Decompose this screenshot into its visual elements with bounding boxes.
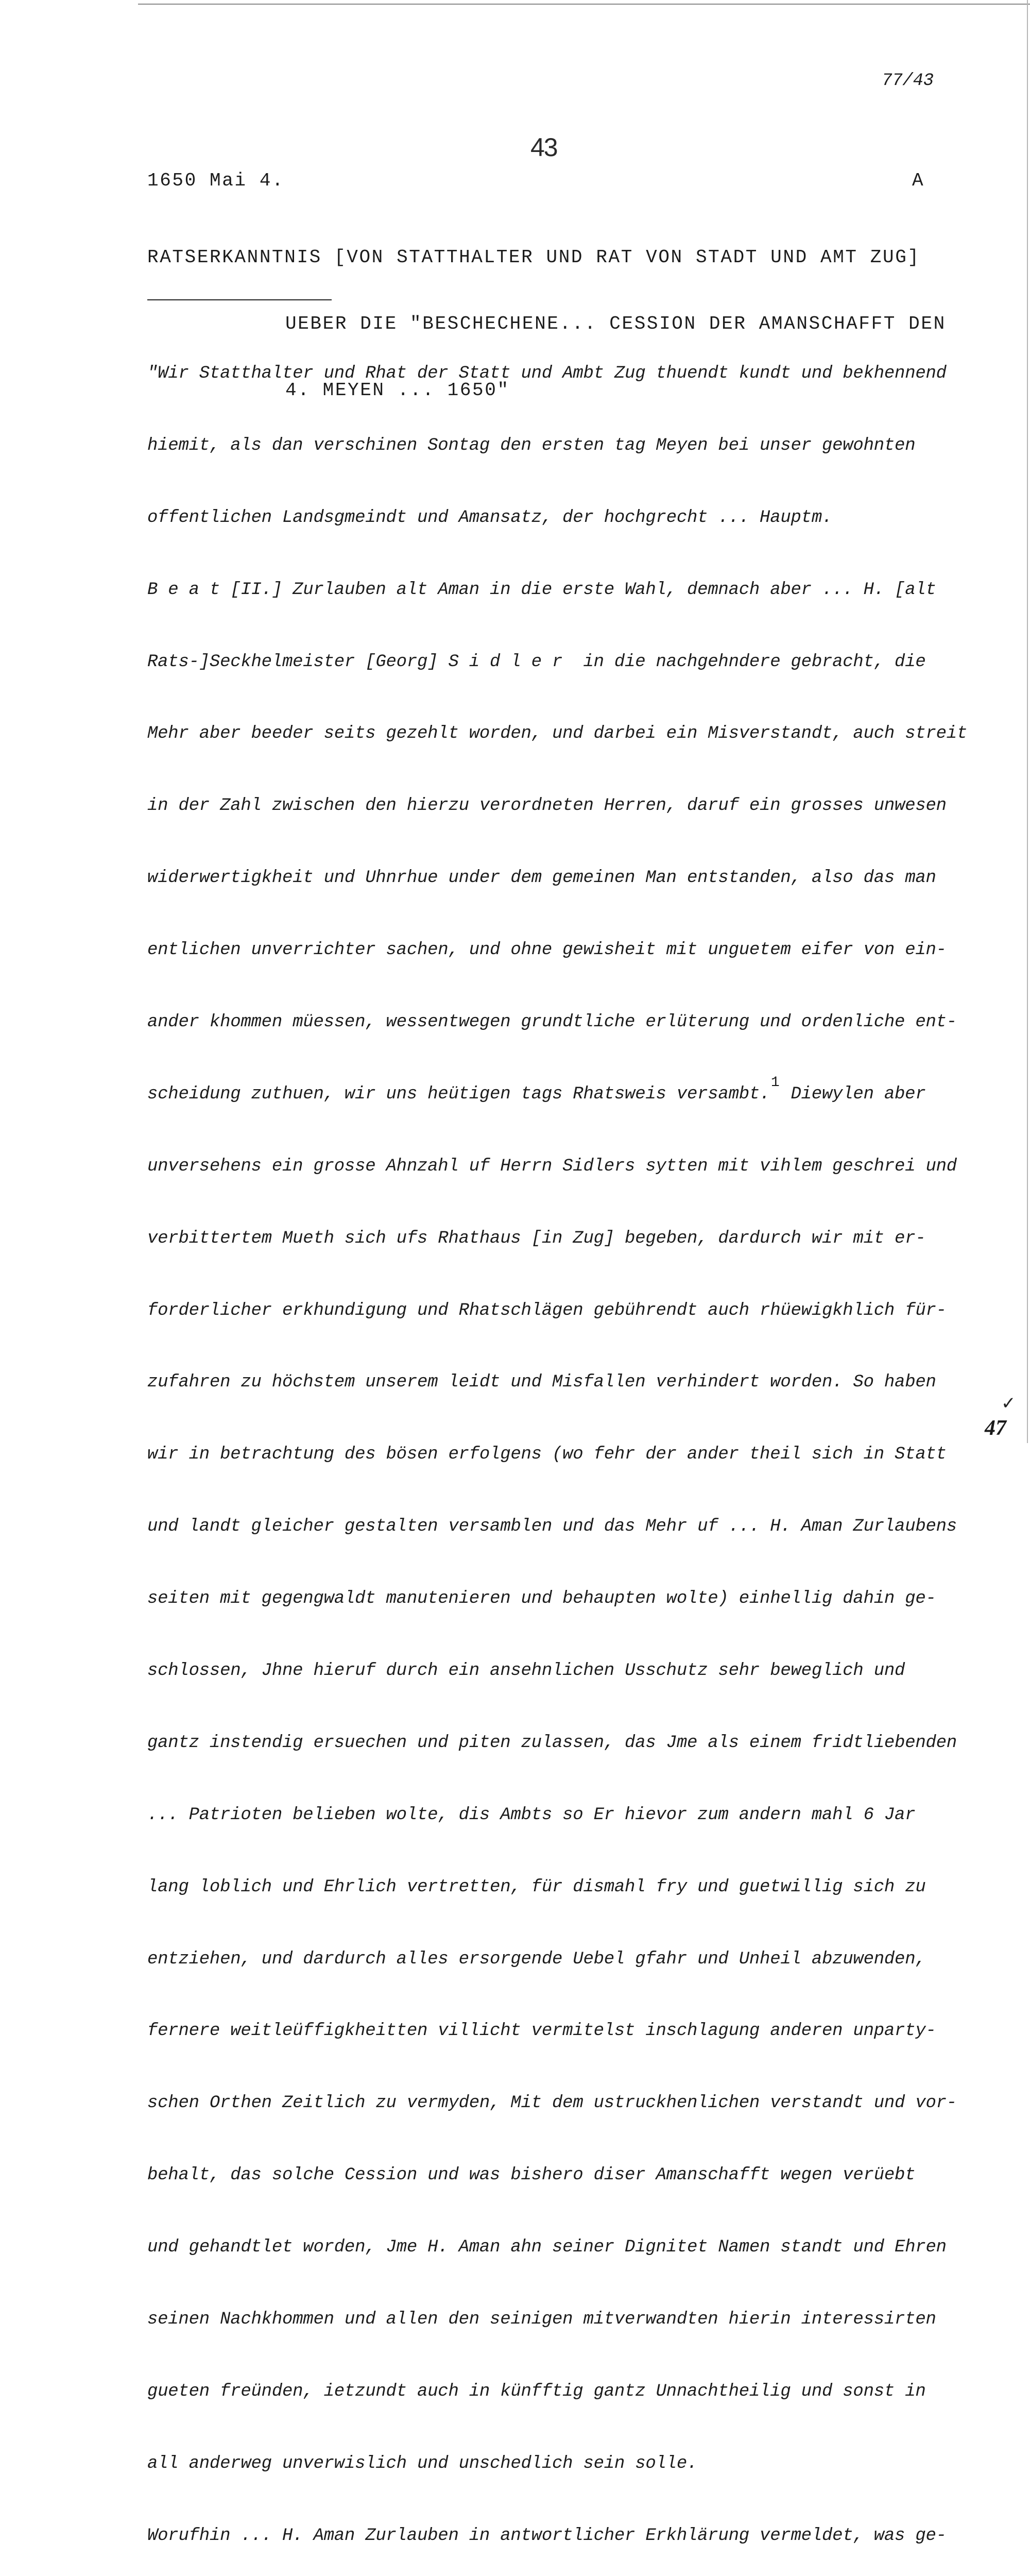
body-line-text: gantz instendig ersuechen und piten zulassen, das Jme als einem fridtliebenden (147, 1733, 957, 1753)
title-underline-divider (147, 299, 332, 300)
body-line-text: "Wir Statthalter und Rhat der Statt und Ambt Zug thuendt kundt und bekhennend (147, 364, 947, 383)
document-number: 43 (530, 133, 557, 162)
body-line (147, 862, 967, 895)
body-line (147, 790, 967, 823)
body-line-text: Mehr aber beeder seits gezehlt worden, und darbei ein Misverstandt, auch streit (147, 724, 968, 744)
body-line-text: seinen Nachkhommen und allen den seinigen mitverwandten hierin interessirten (147, 2310, 936, 2330)
variant-label: A (912, 170, 925, 191)
body-line (147, 2303, 967, 2336)
body-line-text: all anderweg unverwislich und unschedlich sein solle. (147, 2453, 698, 2473)
body-line (147, 934, 967, 967)
footnote-ref: 1 (770, 1074, 780, 1091)
body-line (147, 2015, 967, 2048)
body-line (147, 2231, 967, 2264)
body-line-text: zufahren zu höchstem unserem leidt und Misfallen verhindert worden. So haben (147, 1372, 936, 1393)
body-line-text: entziehen, und dardurch alles ersorgende Uebel gfahr und Unheil abzuwenden, (147, 1949, 926, 1969)
body-line (147, 1655, 967, 1688)
body-line-text: forderlicher erkhundigung und Rhatschlägen gebührendt auch rhüewigkhlich für- (147, 1300, 947, 1320)
body-line (147, 1150, 967, 1183)
body-line (147, 2448, 967, 2481)
body-line-text: wir in betrachtung des bösen erfolgens (wo fehr der ander theil sich in Statt (147, 1445, 947, 1465)
body-line (147, 1799, 967, 1832)
body-line-text: schlossen, Jhne hieruf durch ein ansehnlichen Usschutz sehr beweglich und (147, 1661, 905, 1681)
body-line-text: entlichen unverrichter sachen, und ohne gewisheit mit unguetem eifer von ein- (147, 940, 947, 960)
page-reference: 77/43 (882, 71, 934, 91)
body-line (147, 2376, 967, 2409)
title-line: UEBER DIE "BESCHECHENE... CESSION DER AMANSCHAFFT DEN (285, 313, 946, 334)
body-line-text: Worufhin ... H. Aman Zurlauben in antwortlicher Erkhlärung vermeldet, was ge- (147, 2526, 947, 2546)
body-line (147, 1511, 967, 1544)
body-line-text: behalt, das solche Cession und was bishero diser Amanschafft wegen verüebt (147, 2165, 916, 2185)
scan-edge-right-divider (1027, 0, 1028, 1443)
body-line (147, 1295, 967, 1328)
scan-edge-top-divider (138, 4, 1030, 5)
body-line (147, 1366, 967, 1399)
body-line (147, 2087, 967, 2120)
title-line: RATSERKANNTNIS [VON STATTHALTER UND RAT VON STADT UND AMT ZUG] (147, 247, 920, 268)
check-mark-icon: ✓ (1001, 1393, 1016, 1414)
body-line-text: widerwertigkheit und Uhnrhue under dem gemeinen Man entstanden, also das man (147, 868, 936, 888)
body-line-text: verbittertem Mueth sich ufs Rhathaus [in Zug] begeben, dardurch wir mit er- (147, 1228, 926, 1248)
body-line (147, 1727, 967, 1760)
body-line (147, 718, 967, 751)
document-body (147, 318, 967, 2576)
body-line (147, 646, 967, 679)
body-line-text: ander khommen müessen, wessentwegen grundtliche erlüterung und ordenliche ent- (147, 1012, 957, 1032)
body-line (147, 502, 967, 535)
body-line (147, 1871, 967, 1904)
body-line-text: offentlichen Landsgmeindt und Amansatz, der hochgrecht ... Hauptm. (147, 507, 833, 528)
body-line (147, 1583, 967, 1616)
body-line-text: und gehandtlet worden, Jme H. Aman ahn seiner Dignitet Namen standt und Ehren (147, 2238, 947, 2258)
body-line-text: Rats-]Seckhelmeister [Georg] S i d l e r in die nachgehndere gebracht, die (147, 652, 926, 672)
title-line: 4. MEYEN ... 1650" (285, 380, 510, 401)
body-line-text: Diewylen aber (780, 1084, 926, 1104)
document-date: 1650 Mai 4. (147, 170, 285, 191)
body-line (147, 358, 967, 391)
body-line-text: scheidung zuthuen, wir uns heütigen tags Rhatsweis versambt. (147, 1084, 770, 1104)
body-line-text: schen Orthen Zeitlich zu vermyden, Mit dem ustruckhenlichen verstandt und vor- (147, 2093, 957, 2113)
body-line-text: unversehens ein grosse Ahnzahl uf Herrn Sidlers sytten mit vihlem geschrei und (147, 1156, 957, 1176)
handwritten-folio-number: 47 (985, 1416, 1006, 1440)
body-line (147, 1006, 967, 1039)
body-line (147, 1438, 967, 1471)
body-line-text: ... Patrioten belieben wolte, dis Ambts so Er hievor zum andern mahl 6 Jar (147, 1805, 916, 1825)
body-line (147, 430, 967, 463)
body-line-text: hiemit, als dan verschinen Sontag den ersten tag Meyen bei unser gewohnten (147, 435, 916, 455)
body-line-text: fernere weitleüffigkheitten villicht vermitelst inschlagung anderen unparty- (147, 2021, 936, 2041)
body-line (147, 1223, 967, 1256)
body-line-text: lang loblich und Ehrlich vertretten, für dismahl fry und guetwillig sich zu (147, 1877, 926, 1897)
body-line-text: seiten mit gegengwaldt manutenieren und behaupten wolte) einhellig dahin ge- (147, 1589, 936, 1609)
body-line-text: und landt gleicher gestalten versamblen und das Mehr uf ... H. Aman Zurlaubens (147, 1517, 957, 1537)
body-line (147, 574, 967, 607)
body-line (147, 1943, 967, 1976)
body-line-text: gueten freünden, ietzundt auch in künfftig gantz Unnachtheilig und sonst in (147, 2381, 926, 2401)
body-line-text: B e a t [II.] Zurlauben alt Aman in die erste Wahl, demnach aber ... H. [alt (147, 580, 936, 600)
body-line (147, 2520, 967, 2553)
body-line (147, 2159, 967, 2192)
body-line-text: in der Zahl zwischen den hierzu verordneten Herren, daruf ein grosses unwesen (147, 796, 947, 816)
body-line (147, 1074, 967, 1111)
